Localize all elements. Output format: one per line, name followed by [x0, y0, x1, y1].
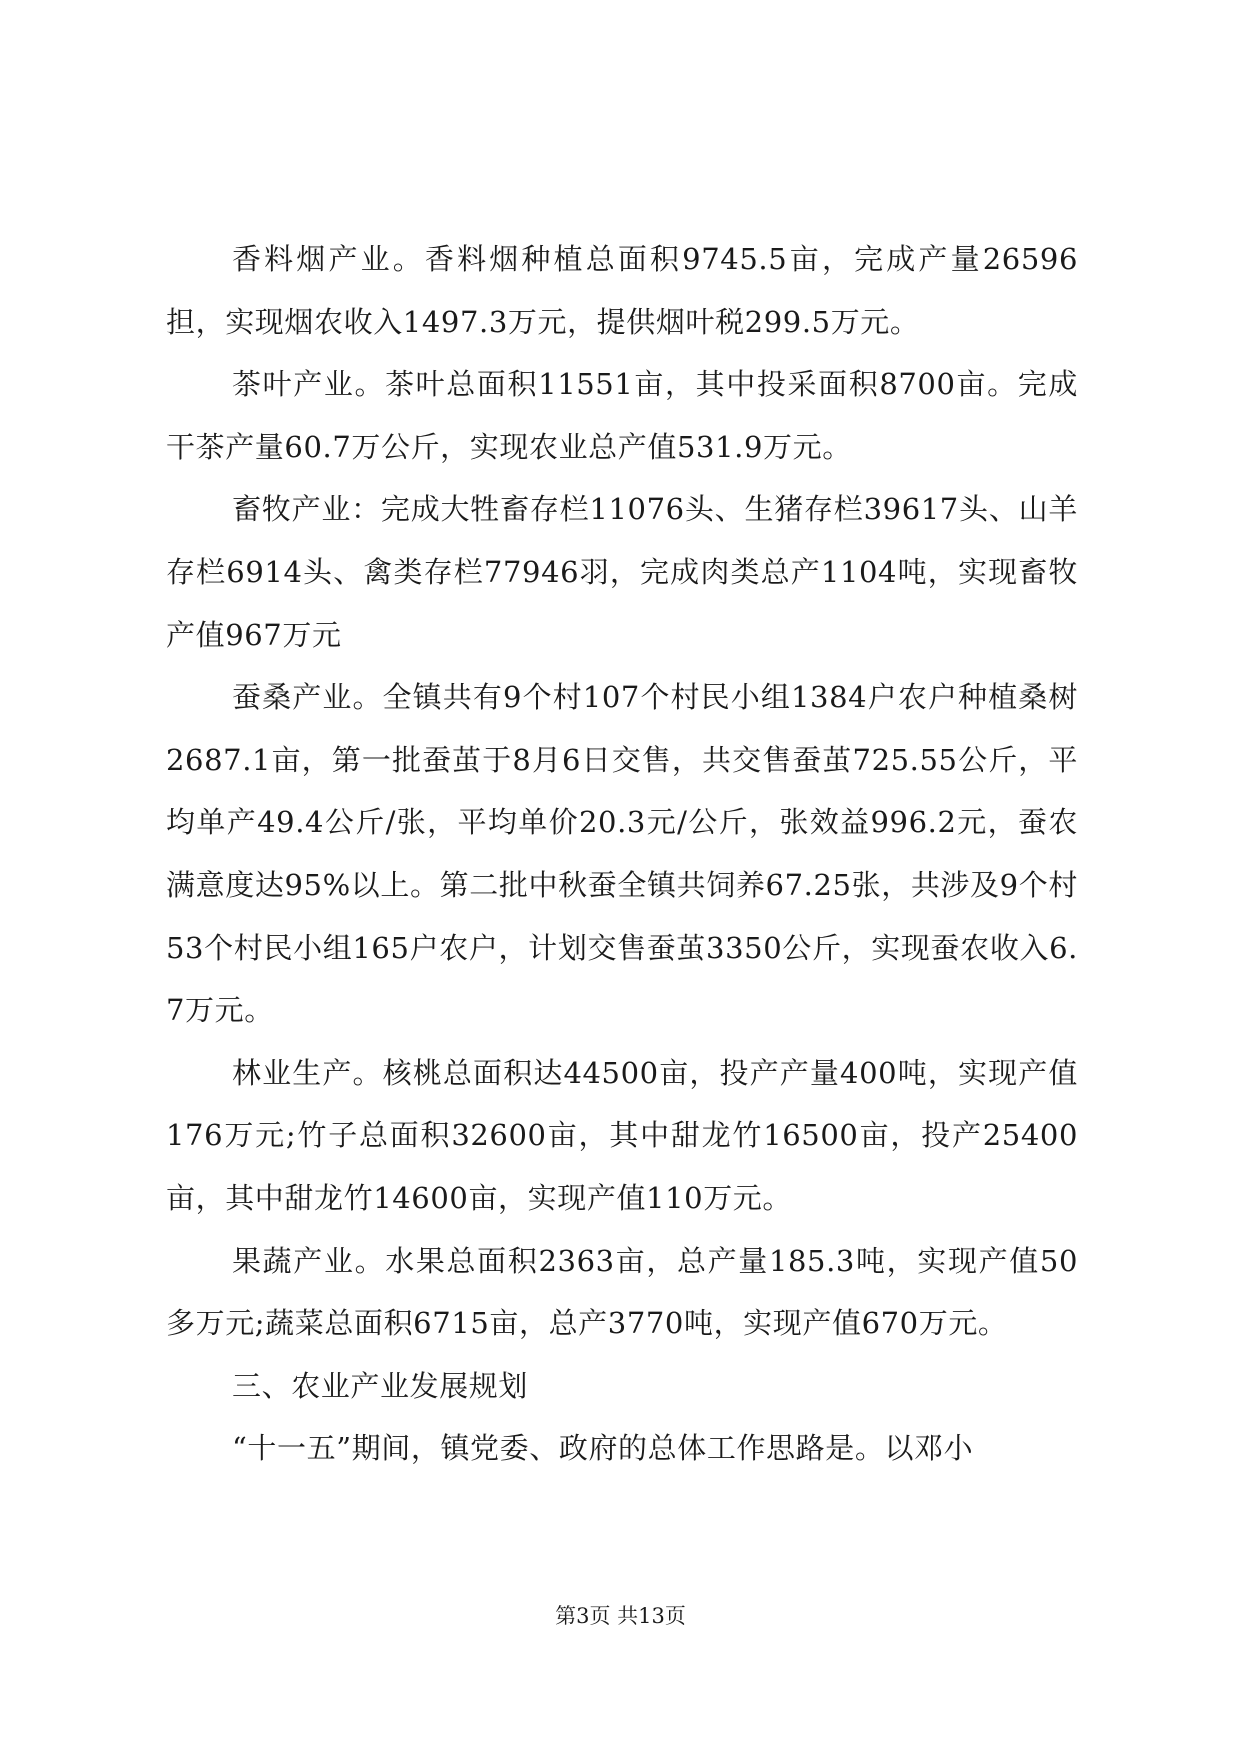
paragraph-sericulture: 蚕桑产业。全镇共有9个村107个村民小组1384户农户种植桑树2687.1亩，第一批蚕茧于8月6日交售，共交售蚕茧725.55公斤，平均单产49.4公斤/张，平均单价20.3元/公斤，张效益996.2元，蚕农满意度达95%以上。第二批中秋蚕全镇共饲养67.25张，共涉及9个村53个村民小组165户农户，计划交售蚕茧3350公斤，实现蚕农收入6.7万元。 — [166, 680, 1078, 1028]
paragraph-spice-tobacco: 香料烟产业。香料烟种植总面积9745.5亩，完成产量26596担，实现烟农收入1497.3万元，提供烟叶税299.5万元。 — [166, 242, 1078, 339]
paragraph-five-year-plan: “十一五”期间，镇党委、政府的总体工作思路是。以邓小 — [232, 1431, 974, 1466]
paragraph-tea: 茶叶产业。茶叶总面积11551亩，其中投采面积8700亩。完成干茶产量60.7万公斤，实现农业总产值531.9万元。 — [166, 367, 1078, 464]
section-heading-development-plan: 三、农业产业发展规划 — [232, 1368, 529, 1403]
document-body — [166, 228, 1078, 1480]
page-number-footer: 第3页 共13页 — [555, 1604, 686, 1628]
paragraph-fruit-vegetable: 果蔬产业。水果总面积2363亩，总产量185.3吨，实现产值50多万元;蔬菜总面积6715亩，总产3770吨，实现产值670万元。 — [166, 1243, 1078, 1341]
paragraph-forestry: 林业生产。核桃总面积达44500亩，投产产量400吨，实现产值176万元;竹子总面积32600亩，其中甜龙竹16500亩，投产25400亩，其中甜龙竹14600亩，实现产值110万元。 — [166, 1055, 1078, 1215]
paragraph-livestock: 畜牧产业：完成大牲畜存栏11076头、生猪存栏39617头、山羊存栏6914头、禽类存栏77946羽，完成肉类总产1104吨，实现畜牧产值967万元 — [166, 492, 1078, 652]
